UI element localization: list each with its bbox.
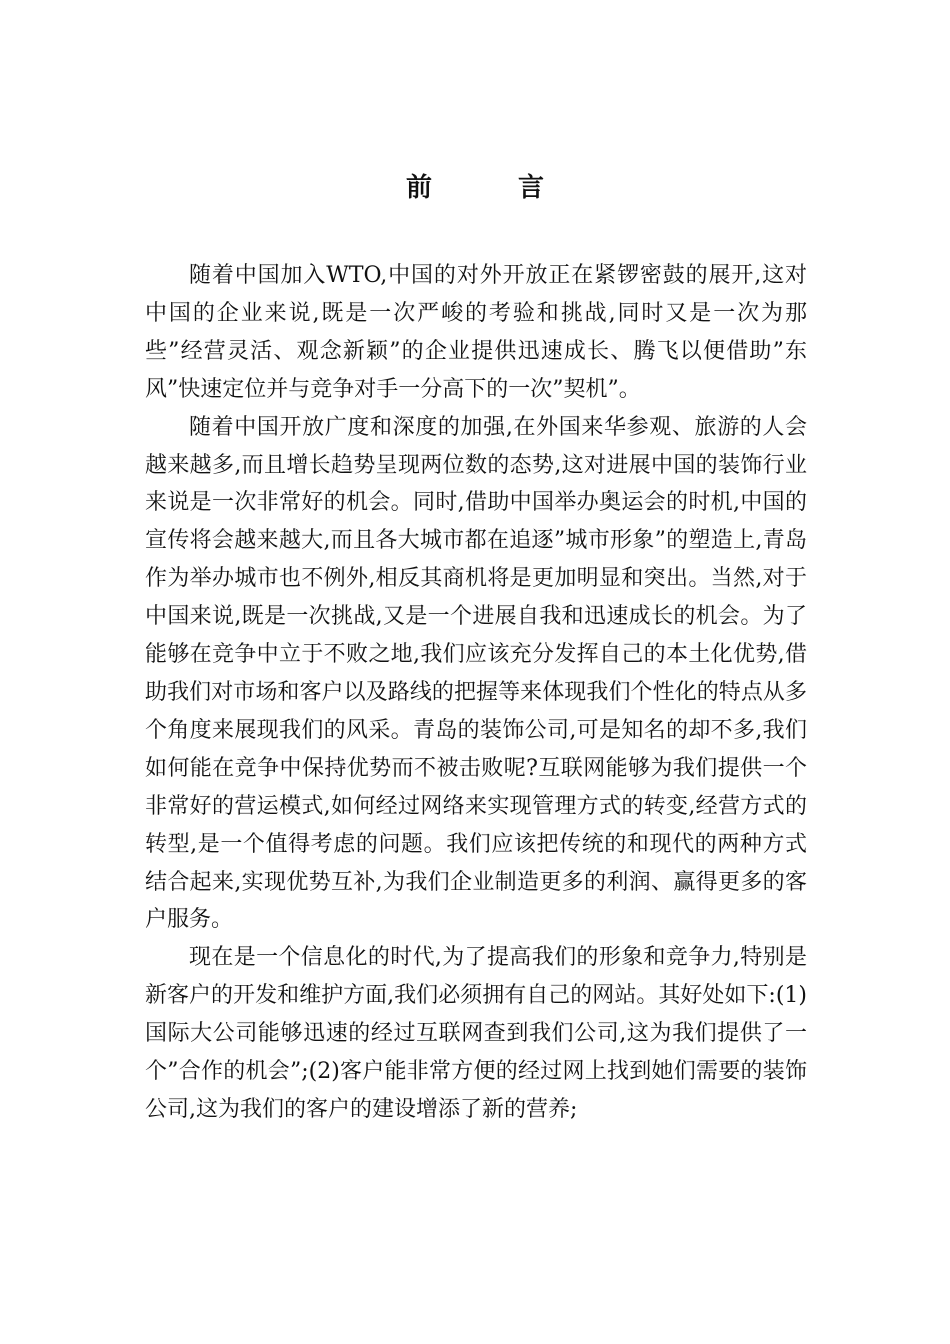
page-title: 前 言 bbox=[405, 173, 574, 203]
paragraph-2: 随着中国开放广度和深度的加强,在外国来华参观、旅游的人会越来越多,而且增长趋势呈现两位数的态势,这对进展中国的装饰行业来说是一次非常好的机会。同时,借助中国举办奥运会的时机,中国的宣传将会越来越大,而且各大城市都在追逐”城市形象”的塑造上,青岛作为举办城市也不例外,相反其商机将是更加明显和突出。当然,对于中国来说,既是一次挑战,又是一个进展自我和迅速成长的机会。为了能够在竞争中立于不败之地,我们应该充分发挥自己的本土化优势,借助我们对市场和客户以及路线的把握等来体现我们个性化的特点从多个角度来展现我们的风采。青岛的装饰公司,可是知名的却不多,我们如何能在竞争中保持优势而不被击败呢?互联网能够为我们提供一个非常好的营运模式,如何经过网络来实现管理方式的转变,经营方式的转型,是一个值得考虑的问题。我们应该把传统的和现代的两种方式结合起来,实现优势互补,为我们企业制造更多的利润、赢得更多的客户服务。 bbox=[145, 414, 807, 933]
paragraph-3: 现在是一个信息化的时代,为了提高我们的形象和竞争力,特别是新客户的开发和维护方面,我们必须拥有自己的网站。其好处如下:(1)国际大公司能够迅速的经过互联网查到我们公司,这为我们提供了一个”合作的机会”;(2)客户能非常方便的经过网上找到她们需要的装饰公司,这为我们的客户的建设增添了新的营养; bbox=[145, 945, 807, 1122]
paragraph-1: 随着中国加入WTO,中国的对外开放正在紧锣密鼓的展开,这对中国的企业来说,既是一次严峻的考验和挑战,同时又是一次为那些”经营灵活、观念新颖”的企业提供迅速成长、腾飞以便借助”东风”快速定位并与竞争对手一分高下的一次”契机”。 bbox=[145, 263, 807, 402]
body-text bbox=[145, 257, 807, 1129]
